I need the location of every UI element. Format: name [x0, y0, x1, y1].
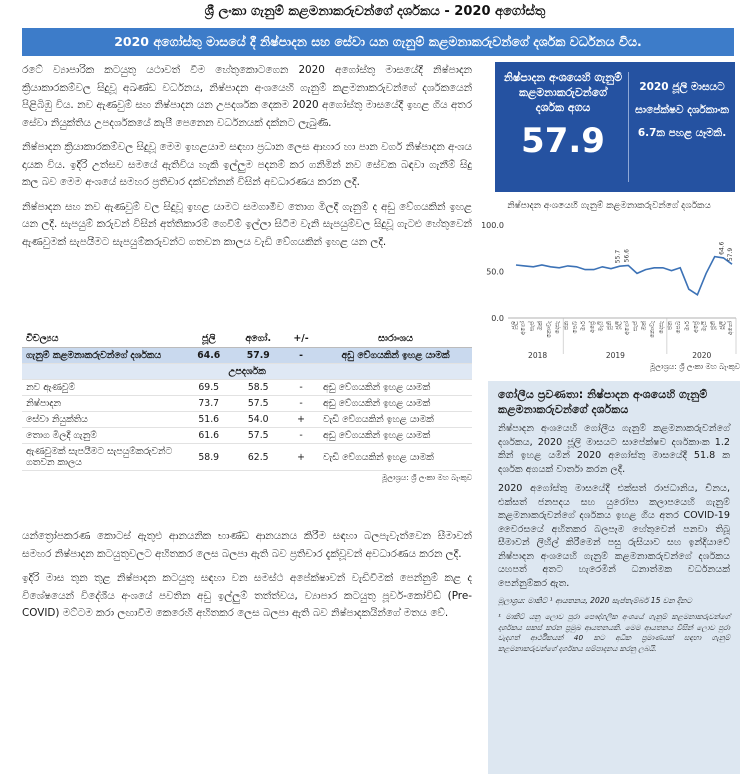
- y-tick-label: 100.0: [481, 221, 504, 230]
- col-header-summary: සාරාංශය: [319, 330, 472, 348]
- x-tick-label: නොවැ: [649, 321, 657, 338]
- table-cell: -: [283, 380, 319, 396]
- table-cell: 57.9: [234, 348, 284, 364]
- table-header-row: [22, 330, 472, 348]
- x-tick-label: නොවැ: [545, 321, 553, 338]
- chart-source: මූලාශ්‍රය: ශ්‍රී ලංකා මහ බැංකුව: [649, 362, 740, 371]
- headline-banner: 2020 අගෝස්තු මාසයේ දී නිෂ්පාදන සහ සේවා යන ගැනුම් කළමනාකරුවන්ගේ දර්ශක වර්ධනය විය.: [22, 28, 734, 56]
- x-tick-label: ජූනි: [606, 321, 614, 330]
- table-cell: 64.6: [184, 348, 234, 364]
- table-cell: 57.5: [234, 428, 284, 444]
- chart-title: නිෂ්පාදන අංශයෙහි ගැනුම් කළමනාකරුවන්ගේ දර්ශකය: [507, 201, 711, 211]
- table-cell: 69.5: [184, 380, 234, 396]
- data-label: 55.7: [614, 249, 622, 264]
- col-header-july: ජූලි: [184, 330, 234, 348]
- table-cell: 51.6: [184, 412, 234, 428]
- paragraph-4: යන්ත්‍රෝපකරණ කොටස් ඇතුළු ආනයනික භාණ්ඩ ආනයනය කිරීම සඳහා බලපැවැත්වෙන සීමාවන් සමහර නිෂ්පාදන කටයුතුවලට අහිතකර ලෙස බලපා ඇති බව ප්‍රතිචාර දැක්වූවන් අවධාරණය කරන ලදී.: [22, 530, 472, 560]
- table-cell: වැඩි වේගයකින් ඉහළ යාමක්: [319, 444, 472, 471]
- x-tick-label: මැයි: [597, 321, 605, 332]
- data-label: 56.6: [623, 249, 631, 263]
- table-row: [22, 412, 472, 428]
- kpi-panel: [495, 62, 735, 192]
- x-tick-label: ඔක්: [640, 321, 648, 331]
- table-row: [22, 380, 472, 396]
- x-tick-label: ජූනි: [709, 321, 717, 330]
- table-cell: 57.5: [234, 396, 284, 412]
- y-tick-label: 0.0: [491, 314, 504, 323]
- box-footnote: ¹ මාකිට් යනු ලොව පුරා පෞද්ගලික අංශයේ ගැනුම් කළමනාකරුවන්ගේ දර්ශකය සකස් කරන ප්‍රමුඛ ආයතනයකි. මෙම ආයතනය විසින් ලොව පුරා වැදගත් ආර්ථිකයන් 40 කට අධික ප්‍රමාණයක් සඳහා ගැනුම් කළමනාකරුවන්ගේ දර්ශකය සම්පාදනය කරනු ලබයි.: [498, 612, 730, 653]
- pmi-chart: [478, 200, 740, 370]
- x-tick-label: පෙබ: [675, 321, 683, 334]
- box-paragraph-2: 2020 අගෝස්තු මාසයේදී එක්සත් රාජධානිය, චීනය, එක්සත් ජනපදය සහ යුරෝපා කලාපයෙහි ගැනුම් කළමනාකරුවන්ගේ දර්ශකය ඉහළ ගිය අතර COVID-19 වෛරසයේ අහිතකර බලපෑම හේතුවෙන් පනවා තිබූ සීමාවන් ලිහිල් කිරීමෙන් පසු රුසියාව සහ ඉන්දියාවේ නිෂ්පාදන අංශයෙහි ගැනුම් කළමනාකරුවන්ගේ දර්ශකය යහපත් අතට හැරෙමින් ධනාත්මක වර්ධනයක් පෙන්නුම්කර ඇත.: [498, 483, 730, 589]
- x-tick-label: ජූලි: [614, 321, 622, 330]
- data-label: 64.6: [718, 241, 726, 255]
- table-row: [22, 444, 472, 471]
- x-tick-label: අගෝ: [519, 321, 527, 336]
- document-title: ශ්‍රී ලංකා ගැනුම් කළමනාකරුවන්ගේ දර්ශකය - 2020 අගෝස්තු: [204, 4, 546, 19]
- kpi-value: 57.9: [521, 121, 605, 161]
- table-cell: -: [283, 348, 319, 364]
- x-tick-label: දෙසැ: [554, 321, 562, 334]
- kpi-divider: [628, 72, 629, 182]
- table-cell: 61.6: [184, 428, 234, 444]
- paragraph-2: නිෂ්පාදන ක්‍රියාකාරකම්වල සිදුවූ මෙම ඉහළයාම සඳහා ප්‍රධාන ලෙස ආහාර හා පාන වර්ග නිෂ්පාදන අංශය දායක විය. ඉදිරි උත්සව සමයේ ඇතිවිය හැකි ඉල්ලුම පදනම් කර ගනිමින් නව සේවක බඳවා ගැනීම් සිදු කල බව මෙම අංශයේ සමහර ප්‍රතිචාර දක්වන්නන් විසින් අවධාරණය කරන ලදී.: [22, 141, 472, 188]
- table-cell: සේවා නියුක්තිය: [22, 412, 184, 428]
- table-cell: 73.7: [184, 396, 234, 412]
- x-tick-label: පෙබ: [571, 321, 579, 334]
- paragraph-1: රටේ ව්‍යාපාරික කටයුතු යථාවත් වීම හේතුකොටගෙන 2020 අගෝස්තු මාසයේදී නිෂ්පාදන ක්‍රියාකාරකම්වල සිදුවූ අඛණ්ඩ වර්ධනය, නිෂ්පාදන අංශයෙහි ගැනුම් කළමනාකරුවන්ගේ දර්ශකයෙන් පිළිබිඹු විය. නව ඇණවුම් සහ නිෂ්පාදන යන උපදර්ශක දෙකම 2020 අගෝස්තු මාසයේදී ඉහළ ගිය අතර සේවා නියුක්තිය උපදර්ශකයේ කැපී පෙනෙන වර්ධනයක් දක්නට ලැබුණි.: [22, 64, 472, 129]
- main-text-column: [22, 62, 472, 258]
- x-tick-label: අප්‍රේ: [692, 321, 700, 333]
- summary-table: [22, 330, 472, 483]
- x-tick-label: සැප්: [631, 321, 639, 332]
- table-cell: +: [283, 412, 319, 428]
- x-tick-label: සැප්: [528, 321, 536, 332]
- table-cell: ගැනුම් කළමනාකරුවන්ගේ දර්ශකය: [22, 348, 184, 364]
- table-subheader: උපදර්ශක: [22, 364, 472, 380]
- table-cell: අඩු වේගයකින් ඉහළ යාමක්: [319, 380, 472, 396]
- table-cell: අඩු වේගයකින් ඉහළ යාමක්: [319, 428, 472, 444]
- table-cell: ඇණවුමක් සැපයීමට සැපයුම්කරුවන්ට ගතවන කාලය: [22, 444, 184, 471]
- table-row: [22, 428, 472, 444]
- year-label: 2020: [692, 351, 712, 360]
- x-tick-label: අගෝ: [727, 321, 734, 336]
- data-label: 57.9: [727, 247, 734, 262]
- table-cell: අඩු වේගයකින් ඉහළ යාමක්: [319, 396, 472, 412]
- table-cell: වැඩි වේගයකින් ඉහළ යාමක්: [319, 412, 472, 428]
- x-tick-label: ඔක්: [536, 321, 544, 331]
- table-cell: 62.5: [234, 444, 284, 471]
- x-tick-label: ජන: [562, 321, 570, 330]
- box-title: ගෝලීය ප්‍රවණතා: නිෂ්පාදන අංශයෙහි ගැනුම් කළමනාකරුවන්ගේ දර්ශකය: [498, 388, 708, 416]
- box-paragraph-1: නිෂ්පාදන අංශයෙහි ගෝලීය ගැනුම් කළමනාකරුවන්ගේ දර්ශකය, 2020 ජූලි මාසයට සාපේක්ෂව දර්ශකාංක 1.2 කින් ඉහළ යමින් 2020 අගෝස්තු මාසයේදී 51.8 ක දර්ශක අගයක් වාර්තා කරන ලදී.: [498, 423, 730, 475]
- col-header-change: +/-: [283, 330, 319, 348]
- global-trends-box: [488, 381, 740, 774]
- table-cell: -: [283, 396, 319, 412]
- x-tick-label: මාර්: [683, 321, 691, 331]
- x-tick-label: දෙසැ: [657, 321, 665, 334]
- kpi-label: නිෂ්පාදන අංශයෙහි ගැනුම් කළමනාකරුවන්ගේ දර්ශක අගය: [503, 71, 623, 114]
- x-tick-label: මාර්: [580, 321, 588, 331]
- x-tick-label: ජූලි: [511, 321, 518, 330]
- kpi-value-block: [503, 70, 623, 161]
- x-tick-label: ජන: [666, 321, 674, 330]
- chart-svg: [478, 200, 740, 370]
- table-cell: තොග මිලදී ගැනුම්: [22, 428, 184, 444]
- box-source: මූලාශ්‍රය: මාකිට් ¹ ආයතනය, 2020 සැප්තැම්බර් 15 වන දිනට: [498, 596, 692, 605]
- x-tick-label: අප්‍රේ: [588, 321, 596, 333]
- table-row: [22, 396, 472, 412]
- x-tick-label: ජූලි: [718, 321, 726, 330]
- paragraph-5: ඉදිරි මාස තුන තුළ නිෂ්පාදන කටයුතු සඳහා වන සමස්ථ අපේක්ෂාවන් වැඩිවීමක් පෙන්නුම් කළ ද විශේෂයෙන් විදේශීය අංශයේ පවතින අඩු ඉල්ලුම් තත්ත්වය, ව්‍යාපාර කටයුතු පූර්ව-කෝවිඩ් (Pre-COVID) මට්ටම කරා ලඟාවීම කෙරෙහි අහිතකර ලෙස බලපා ඇති බව නිෂ්පාදකයින්ගේ මතය වේ.: [22, 572, 472, 619]
- col-header-aug: අගෝ.: [234, 330, 284, 348]
- kpi-note: 2020 ජූලි මාසයට සාපේක්ෂව දර්ශකාංක 6.7ක පහළ යෑමකි.: [635, 81, 729, 139]
- year-label: 2018: [528, 351, 548, 360]
- col-header-variable: විචල්‍යය: [22, 330, 184, 348]
- table-cell: -: [283, 428, 319, 444]
- y-tick-label: 50.0: [486, 267, 504, 277]
- table-cell: 58.5: [234, 380, 284, 396]
- table-cell: +: [283, 444, 319, 471]
- table-subheader-row: [22, 364, 472, 380]
- table-cell: නිෂ්පාදන: [22, 396, 184, 412]
- main-text-column-lower: [22, 528, 472, 630]
- table-cell: 58.9: [184, 444, 234, 471]
- x-tick-label: මැයි: [701, 321, 709, 332]
- table-row-pmi: [22, 348, 472, 364]
- table-cell: 54.0: [234, 412, 284, 428]
- x-tick-label: අගෝ: [623, 321, 631, 336]
- table-cell: අඩු වේගයකින් ඉහළ යාමක්: [319, 348, 472, 364]
- table-cell: නව ඇණවුම්: [22, 380, 184, 396]
- table-source: මූලාශ්‍රය: ශ්‍රී ලංකා මහ බැංකුව: [381, 473, 472, 482]
- year-label: 2019: [605, 351, 625, 360]
- paragraph-3: නිෂ්පාදන සහ නව ඇණවුම් වල සිදුවූ ඉහළ යාමට සමගාමීව තොග මිලදී ගැනුම් ද අඩු වේගයකින් ඉහළ යන ලදී. සැපයුම් කරුවන් විසින් අත්තිකාරම් ගෙවීම් ඉල්ලා සිටීම වැනි සැපයුම්වල සිදුවූ ගැටළු හේතුවෙන් ඇණවුමක් සැපයීමට සැපයුම්කරුවන්ට ගතවන කාලය වැඩි වේගයකින් ඉහළ යන ලදී.: [22, 200, 472, 248]
